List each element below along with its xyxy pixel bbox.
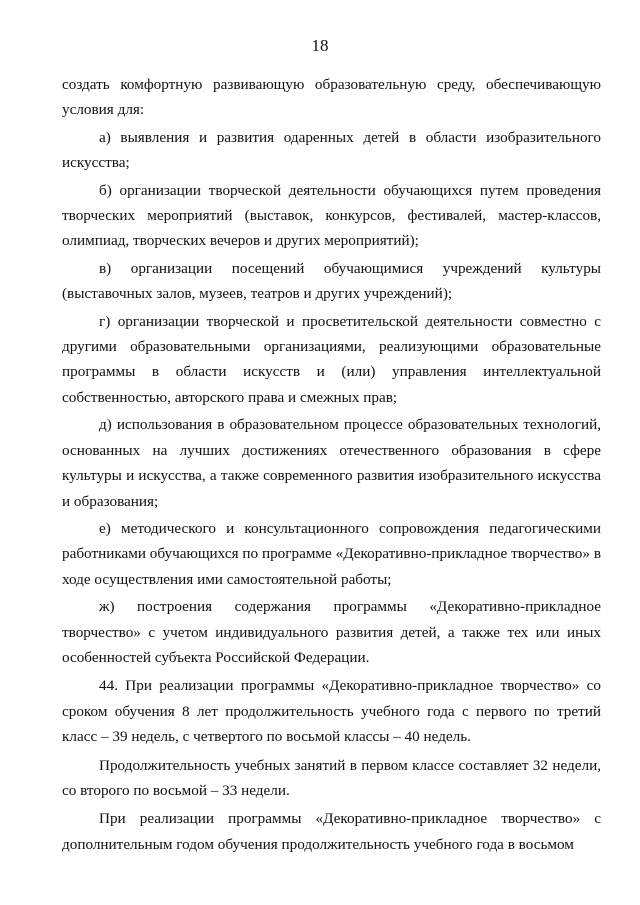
paragraph-item-zh: ж) построения содержания программы «Декоративно-прикладное творчество» с учетом индивидуального развития детей, а также тех или иных особенностей субъекта Российской Федерации. (62, 598, 601, 666)
page-number: 18 (311, 36, 329, 55)
paragraph-item-e: е) методического и консультационного сопровождения педагогическими работниками обучающихся по программе «Декоративно-прикладное творчество» в ходе осуществления ими самостоятельной работы; (62, 519, 601, 588)
paragraph-item-a: а) выявления и развития одаренных детей в области изобразительного искусства; (62, 128, 601, 172)
paragraph-item-d: д) использования в образовательном процессе образовательных технологий, основанных на лучших достижениях отечественного образования в сфере культуры и искусства, а также современного развития изобразительного искусства и образования; (62, 416, 601, 510)
paragraph-item-g: г) организации творческой и просветительской деятельности совместно с другими образовательными организациями, реализующими образовательные программы в области искусств и (или) управления интеллектуальной собственностью, авторского права и смежных прав; (62, 312, 601, 406)
paragraph-additional-year: При реализации программы «Декоративно-прикладное творчество» с дополнительным годом обучения продолжительность учебного года в восьмом (62, 810, 601, 853)
paragraph-section-44: 44. При реализации программы «Декоративно-прикладное творчество» со сроком обучения 8 лет продолжительность учебного года с первого по третий класс – 39 недель, с четвертого по восьмой классы – 40 недель. (62, 677, 601, 746)
document-body (62, 72, 601, 859)
paragraph-duration: Продолжительность учебных занятий в первом классе составляет 32 недели, со второго по восьмой – 33 недели. (62, 756, 601, 799)
paragraph-item-v: в) организации посещений обучающимися учреждений культуры (выставочных залов, музеев, театров и других учреждений); (62, 259, 601, 303)
paragraph-item-b: б) организации творческой деятельности обучающихся путем проведения творческих мероприятий (выставок, конкурсов, фестивалей, мастер-классов, олимпиад, творческих вечеров и других мероприятий); (62, 181, 601, 250)
paragraph-intro: создать комфортную развивающую образовательную среду, обеспечивающую условия для: (62, 76, 601, 119)
